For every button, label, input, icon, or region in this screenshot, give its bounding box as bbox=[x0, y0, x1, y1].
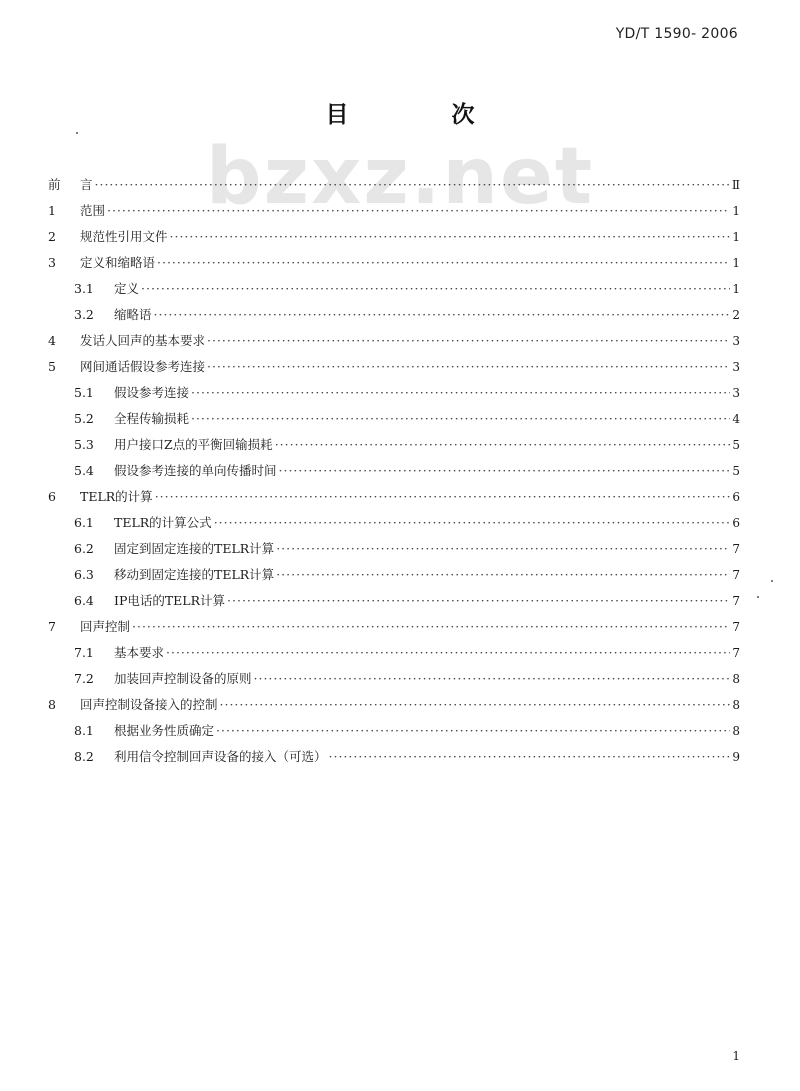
toc-leader-dots bbox=[157, 250, 730, 276]
toc-entry-page: Ⅱ bbox=[731, 178, 740, 192]
toc-entry[interactable] bbox=[48, 302, 740, 328]
toc-entry-number: 前 bbox=[48, 177, 61, 192]
toc-entry-label: 移动到固定连接的TELR计算 bbox=[114, 567, 275, 582]
toc-entry-label: 网间通话假设参考连接 bbox=[80, 359, 206, 374]
toc-entry-label: 发话人回声的基本要求 bbox=[80, 333, 206, 348]
toc-entry-label: 回声控制设备接入的控制 bbox=[80, 697, 218, 712]
toc-leader-dots bbox=[155, 484, 731, 510]
toc-leader-dots bbox=[329, 744, 731, 770]
toc-entry-page: 8 bbox=[732, 724, 740, 738]
toc-entry-number: 8 bbox=[48, 697, 56, 712]
toc-entry-number: 5.3 bbox=[74, 437, 94, 452]
toc-entry[interactable] bbox=[48, 718, 740, 744]
toc-entry-number: 5.2 bbox=[74, 411, 94, 426]
toc-entry-number: 3 bbox=[48, 255, 56, 270]
toc-entry-page: 7 bbox=[732, 568, 740, 582]
toc-leader-dots bbox=[170, 224, 731, 250]
page-title: 目 次 bbox=[325, 102, 515, 128]
scan-speck bbox=[76, 132, 78, 134]
toc-leader-dots bbox=[132, 614, 730, 640]
toc-entry[interactable] bbox=[48, 562, 740, 588]
toc-leader-dots bbox=[275, 432, 731, 458]
toc-leader-dots bbox=[276, 562, 730, 588]
toc-entry-page: 1 bbox=[732, 204, 740, 218]
toc-leader-dots bbox=[214, 510, 731, 536]
toc-leader-dots bbox=[141, 276, 730, 302]
toc-entry-page: 5 bbox=[732, 438, 740, 452]
toc-entry-number: 3.1 bbox=[74, 281, 94, 296]
toc-entry-label: 范围 bbox=[80, 203, 106, 218]
toc-entry-label: 假设参考连接的单向传播时间 bbox=[114, 463, 277, 478]
toc-entry-number: 6 bbox=[48, 489, 56, 504]
toc-entry-label: 固定到固定连接的TELR计算 bbox=[114, 541, 275, 556]
toc-entry[interactable] bbox=[48, 354, 740, 380]
toc-leader-dots bbox=[207, 354, 730, 380]
toc-entry-label: 根据业务性质确定 bbox=[114, 723, 215, 738]
toc-entry[interactable] bbox=[48, 172, 740, 198]
toc-entry[interactable] bbox=[48, 666, 740, 692]
toc-entry[interactable] bbox=[48, 484, 740, 510]
toc-entry-label: 利用信令控制回声设备的接入（可选） bbox=[114, 749, 327, 764]
toc-entry[interactable] bbox=[48, 458, 740, 484]
toc-leader-dots bbox=[166, 640, 730, 666]
toc-entry-number: 1 bbox=[48, 203, 56, 218]
table-of-contents bbox=[48, 172, 740, 770]
toc-entry[interactable] bbox=[48, 380, 740, 406]
toc-entry-label: 全程传输损耗 bbox=[114, 411, 190, 426]
page-number: 1 bbox=[732, 1049, 740, 1063]
toc-entry-label: 缩略语 bbox=[114, 307, 152, 322]
toc-leader-dots bbox=[107, 198, 730, 224]
toc-entry-label: 言 bbox=[80, 177, 93, 192]
toc-entry[interactable] bbox=[48, 614, 740, 640]
toc-entry-label: 定义和缩略语 bbox=[80, 255, 156, 270]
toc-entry-label: 用户接口Z点的平衡回输损耗 bbox=[114, 437, 273, 452]
toc-entry-page: 3 bbox=[732, 386, 740, 400]
toc-entry-number: 2 bbox=[48, 229, 56, 244]
toc-entry-page: 8 bbox=[732, 672, 740, 686]
toc-entry[interactable] bbox=[48, 276, 740, 302]
toc-entry-label: TELR的计算公式 bbox=[114, 515, 212, 530]
toc-entry-label: 加装回声控制设备的原则 bbox=[114, 671, 252, 686]
watermark: bzxz.net bbox=[205, 132, 595, 222]
toc-entry-page: 5 bbox=[732, 464, 740, 478]
toc-entry[interactable] bbox=[48, 640, 740, 666]
toc-leader-dots bbox=[227, 588, 730, 614]
toc-entry-label: TELR的计算 bbox=[80, 489, 153, 504]
toc-entry-number: 8.2 bbox=[74, 749, 94, 764]
toc-entry-page: 1 bbox=[732, 230, 740, 244]
toc-leader-dots bbox=[216, 718, 730, 744]
toc-entry-page: 1 bbox=[732, 282, 740, 296]
toc-entry-page: 2 bbox=[732, 308, 740, 322]
toc-entry-page: 7 bbox=[732, 594, 740, 608]
toc-entry[interactable] bbox=[48, 588, 740, 614]
toc-entry-number: 6.2 bbox=[74, 541, 94, 556]
toc-entry-number: 6.1 bbox=[74, 515, 94, 530]
toc-entry[interactable] bbox=[48, 406, 740, 432]
toc-entry-label: 假设参考连接 bbox=[114, 385, 190, 400]
toc-leader-dots bbox=[254, 666, 731, 692]
toc-entry[interactable] bbox=[48, 536, 740, 562]
toc-leader-dots bbox=[95, 172, 730, 198]
toc-entry-label: 基本要求 bbox=[114, 645, 165, 660]
toc-leader-dots bbox=[191, 406, 730, 432]
toc-leader-dots bbox=[191, 380, 730, 406]
standard-number: YD/T 1590- 2006 bbox=[615, 26, 738, 42]
toc-entry-number: 5.4 bbox=[74, 463, 94, 478]
toc-entry-number: 5.1 bbox=[74, 385, 94, 400]
toc-entry-page: 3 bbox=[732, 360, 740, 374]
toc-entry-number: 7 bbox=[48, 619, 56, 634]
toc-leader-dots bbox=[207, 328, 730, 354]
toc-entry[interactable] bbox=[48, 432, 740, 458]
toc-entry-page: 7 bbox=[732, 542, 740, 556]
toc-entry-page: 7 bbox=[732, 646, 740, 660]
toc-entry-number: 3.2 bbox=[74, 307, 94, 322]
toc-entry-page: 7 bbox=[732, 620, 740, 634]
toc-entry-label: 回声控制 bbox=[80, 619, 131, 634]
toc-entry-page: 6 bbox=[732, 490, 740, 504]
toc-entry-label: 规范性引用文件 bbox=[80, 229, 168, 244]
toc-entry[interactable] bbox=[48, 328, 740, 354]
toc-entry[interactable] bbox=[48, 198, 740, 224]
toc-entry-label: IP电话的TELR计算 bbox=[114, 593, 226, 608]
toc-leader-dots bbox=[279, 458, 731, 484]
toc-entry[interactable] bbox=[48, 692, 740, 718]
toc-entry-number: 5 bbox=[48, 359, 56, 374]
scan-speck bbox=[771, 580, 773, 582]
toc-entry[interactable] bbox=[48, 250, 740, 276]
toc-entry-page: 4 bbox=[732, 412, 740, 426]
toc-entry[interactable] bbox=[48, 224, 740, 250]
toc-entry-number: 7.2 bbox=[74, 671, 94, 686]
toc-entry-number: 6.4 bbox=[74, 593, 94, 608]
toc-entry-number: 7.1 bbox=[74, 645, 94, 660]
toc-entry-number: 4 bbox=[48, 333, 56, 348]
toc-entry[interactable] bbox=[48, 744, 740, 770]
toc-entry-number: 6.3 bbox=[74, 567, 94, 582]
toc-entry-page: 1 bbox=[732, 256, 740, 270]
toc-entry-page: 8 bbox=[732, 698, 740, 712]
toc-leader-dots bbox=[220, 692, 731, 718]
toc-entry-page: 6 bbox=[732, 516, 740, 530]
toc-entry-page: 9 bbox=[732, 750, 740, 764]
toc-entry-label: 定义 bbox=[114, 281, 140, 296]
scan-speck bbox=[757, 596, 759, 598]
toc-leader-dots bbox=[276, 536, 730, 562]
toc-entry-page: 3 bbox=[732, 334, 740, 348]
toc-entry[interactable] bbox=[48, 510, 740, 536]
toc-entry-number: 8.1 bbox=[74, 723, 94, 738]
toc-leader-dots bbox=[154, 302, 731, 328]
